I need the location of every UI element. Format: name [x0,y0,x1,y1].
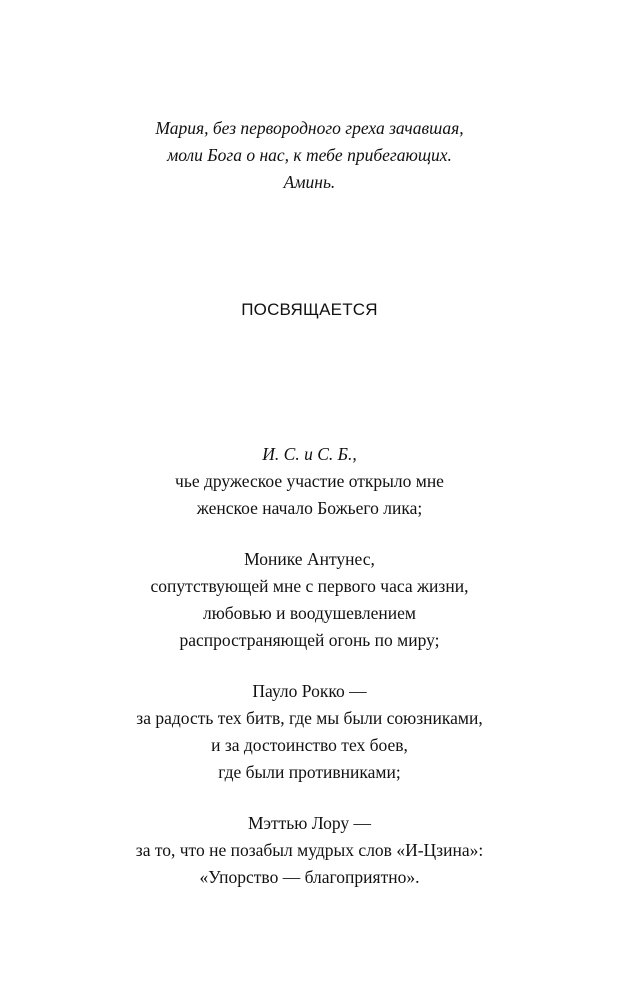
dedication-block [0,546,619,654]
dedication-line: распространяющей огонь по миру; [179,630,440,650]
dedication-line: «Упорство — благоприятно». [199,867,420,887]
dedication-line: за то, что не позабыл мудрых слов «И-Цзина»: [135,840,484,860]
dedication-name: Пауло Рокко — [252,681,367,701]
dedication-block [0,441,619,522]
epigraph-line: моли Бога о нас, к тебе прибегающих. [167,145,452,165]
dedication-line: и за достоинство тех боев, [211,735,408,755]
epigraph [0,115,619,196]
epigraph-line: Мария, без первородного греха зачавшая, [155,118,464,138]
dedication-name: И. С. и С. Б., [262,444,357,464]
dedication-line: за радость тех битв, где мы были союзниками, [136,708,483,728]
dedication-line: чье дружеское участие открыло мне [175,471,444,491]
dedication-name: Монике Антунес, [244,549,375,569]
dedication-line: сопутствующей мне с первого часа жизни, [150,576,469,596]
dedication-line: любовью и воодушевлением [202,603,417,623]
dedication-line: женское начало Божьего лика; [196,498,423,518]
dedication-title: ПОСВЯЩАЕТСЯ [241,300,378,319]
dedication-line: где были противниками; [218,762,401,782]
dedication-name: Мэттью Лору — [247,813,372,833]
epigraph-line: Аминь. [283,172,336,192]
dedication-list [0,441,619,915]
dedication-block [0,810,619,891]
dedication-block [0,678,619,786]
